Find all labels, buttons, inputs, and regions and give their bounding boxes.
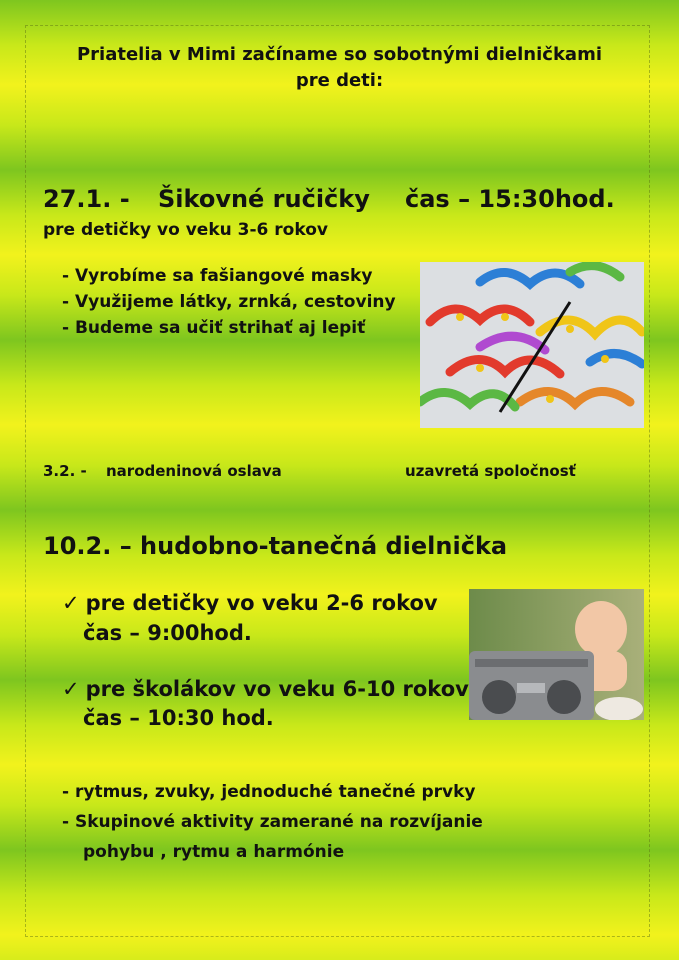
page-title-line-1: Priatelia v Mimi začíname so sobotnými dielničkami [76,44,603,65]
event3-group2-age [62,677,469,701]
event1-date: 27.1. - [43,185,130,213]
event3-item: - Skupinové aktivity zamerané na rozvíjanie [62,812,483,832]
event1-time: čas – 15:30hod. [405,185,615,213]
event1-age: pre detičky vo veku 3-6 rokov [43,220,328,240]
carnival-masks-photo [420,262,644,428]
event1-item: - Budeme sa učiť strihať aj lepiť [62,318,366,338]
event3-group2-time: čas – 10:30 hod. [83,706,274,730]
event3-group1-age-text: pre detičky vo veku 2-6 rokov [85,591,438,615]
event3-item: pohybu , rytmu a harmónie [83,842,345,862]
event1-name: Šikovné ručičky [158,185,370,213]
event3-group1-age [62,591,438,615]
page-title-line-2: pre deti: [295,70,384,91]
baby-with-radio-photo [469,589,644,720]
event3-group1-time: čas – 9:00hod. [83,621,252,645]
event2-name: narodeninová oslava [106,462,282,480]
event2-note: uzavretá spoločnosť [405,462,576,480]
event1-item: - Vyrobíme sa fašiangové masky [62,266,373,286]
event3-item: - rytmus, zvuky, jednoduché tanečné prvky [62,782,476,802]
event2-date: 3.2. - [43,462,87,480]
event1-item: - Využijeme látky, zrnká, cestoviny [62,292,396,312]
event3-title: 10.2. – hudobno-tanečná dielnička [43,532,508,560]
event3-group2-age-text: pre školákov vo veku 6-10 rokov [85,677,469,701]
